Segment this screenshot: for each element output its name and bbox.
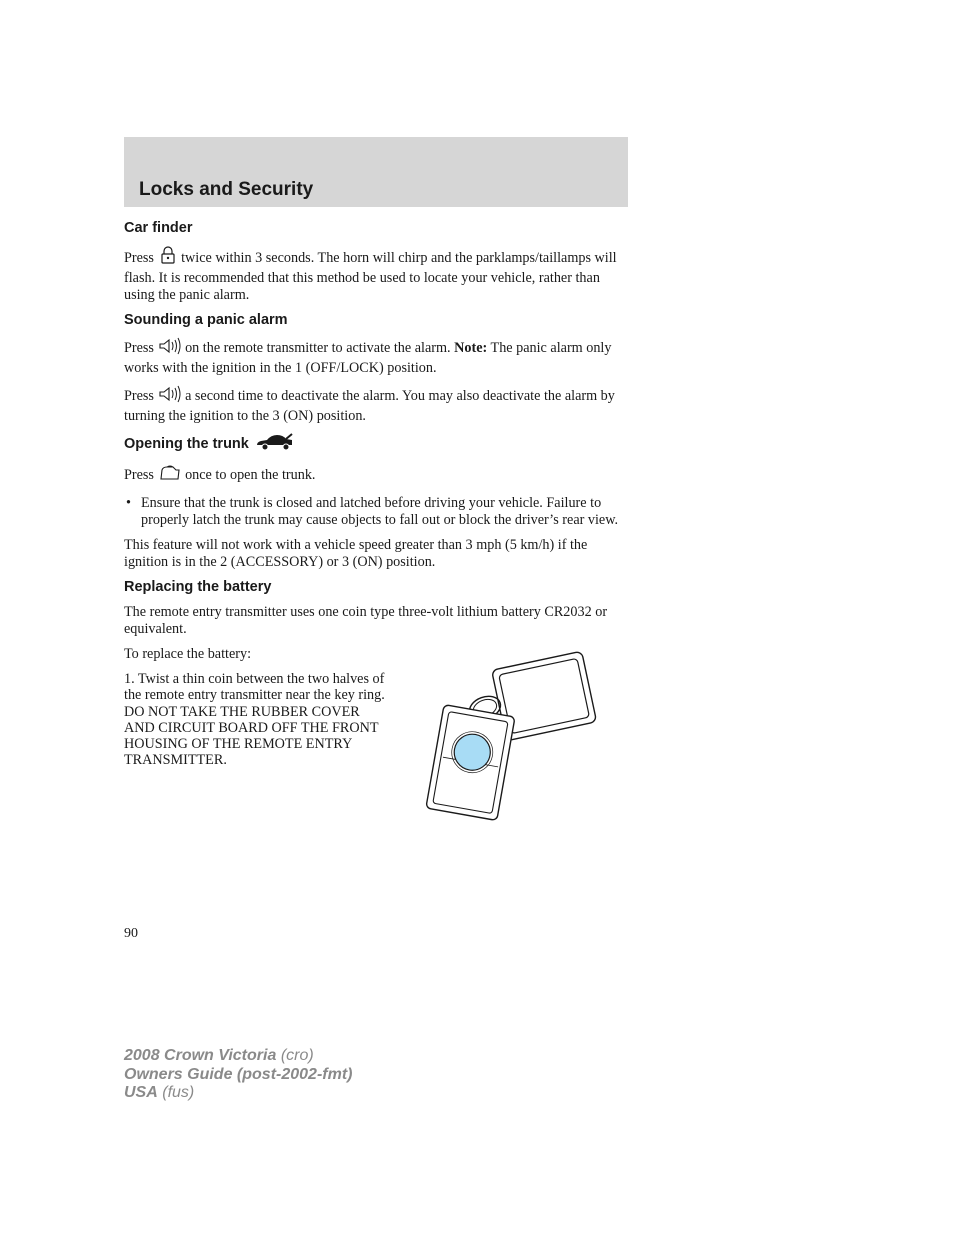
footer-market: USA: [124, 1084, 158, 1101]
car-finder-paragraph: [124, 245, 624, 304]
footer-model: 2008 Crown Victoria: [124, 1047, 277, 1064]
car-finder-text-post: twice within 3 seconds. The horn will chirp and the parklamps/taillamps will flash. It is recommended that this method be used to locate your vehicle, rather than using the panic alarm.: [124, 250, 617, 303]
trunk-paragraph-1: [124, 464, 624, 487]
panic-text2-post: a second time to deactivate the alarm. You may also deactivate the alarm by turning the ignition to the 3 (ON) position.: [124, 388, 615, 424]
panic-horn-icon: [158, 337, 182, 360]
panic-text-pre: Press: [124, 340, 154, 356]
note-label: Note:: [454, 340, 488, 356]
trunk-bullet-list: [124, 495, 624, 529]
footer-line-1: [124, 1047, 352, 1066]
car-finder-text-pre: Press: [124, 250, 154, 266]
panic-alarm-paragraph-2: [124, 385, 624, 425]
trunk-paragraph-2: This feature will not work with a vehicle speed greater than 3 mph (5 km/h) if the ignition is in the 2 (ACCESSORY) or 3 (ON) position.: [124, 537, 588, 570]
opening-trunk-heading-text: Opening the trunk: [124, 436, 249, 452]
trunk-text-pre: Press: [124, 467, 154, 483]
battery-paragraph-2: To replace the battery:: [124, 646, 252, 662]
footer-guide: Owners Guide (post-2002-fmt): [124, 1065, 353, 1083]
car-finder-heading: Car finder: [124, 220, 193, 236]
panic-text2-pre: Press: [124, 388, 154, 404]
page-number: 90: [124, 926, 138, 941]
list-item: • Ensure that the trunk is closed and latched before driving your vehicle. Failure to properly latch the trunk may cause objects to fall out or block the driver’s rear view.: [126, 495, 619, 528]
remote-transmitter-illustration: [420, 650, 605, 825]
footer-line-2: [124, 1066, 352, 1085]
panic-horn-icon: [158, 385, 182, 408]
trunk-release-icon: [158, 464, 182, 487]
lock-icon: [158, 245, 178, 270]
trunk-bullet-text: Ensure that the trunk is closed and latched before driving your vehicle. Failure to properly latch the trunk may cause objects to fall out or block the driver’s rear view.: [141, 495, 619, 528]
panic-text-post: on the remote transmitter to activate the alarm.: [185, 340, 451, 356]
note-text: The panic alarm only works with the ignition in the 1 (OFF/LOCK) position.: [124, 340, 612, 376]
replacing-battery-heading: Replacing the battery: [124, 579, 272, 595]
document-footer: [124, 1047, 352, 1103]
section-header-band: [124, 137, 628, 207]
footer-line-3: [124, 1084, 352, 1103]
panic-alarm-heading: Sounding a panic alarm: [124, 312, 288, 328]
footer-model-code: (cro): [280, 1047, 314, 1064]
footer-market-code: (fus): [162, 1084, 195, 1101]
panic-alarm-paragraph-1: [124, 337, 624, 377]
car-trunk-icon: [255, 433, 295, 455]
battery-paragraph-1: The remote entry transmitter uses one coin type three-volt lithium battery CR2032 or equivalent.: [124, 604, 608, 637]
battery-step-1: 1. Twist a thin coin between the two halves of the remote entry transmitter near the key ring. DO NOT TAKE THE RUBBER COVER AND CIRCUIT BOARD OFF THE FRONT HOUSING OF THE REMOTE ENTRY TRANSMITTER.: [124, 671, 385, 769]
section-title: Locks and Security: [139, 179, 314, 200]
trunk-text-post: once to open the trunk.: [185, 467, 316, 483]
opening-trunk-heading: [124, 433, 624, 455]
